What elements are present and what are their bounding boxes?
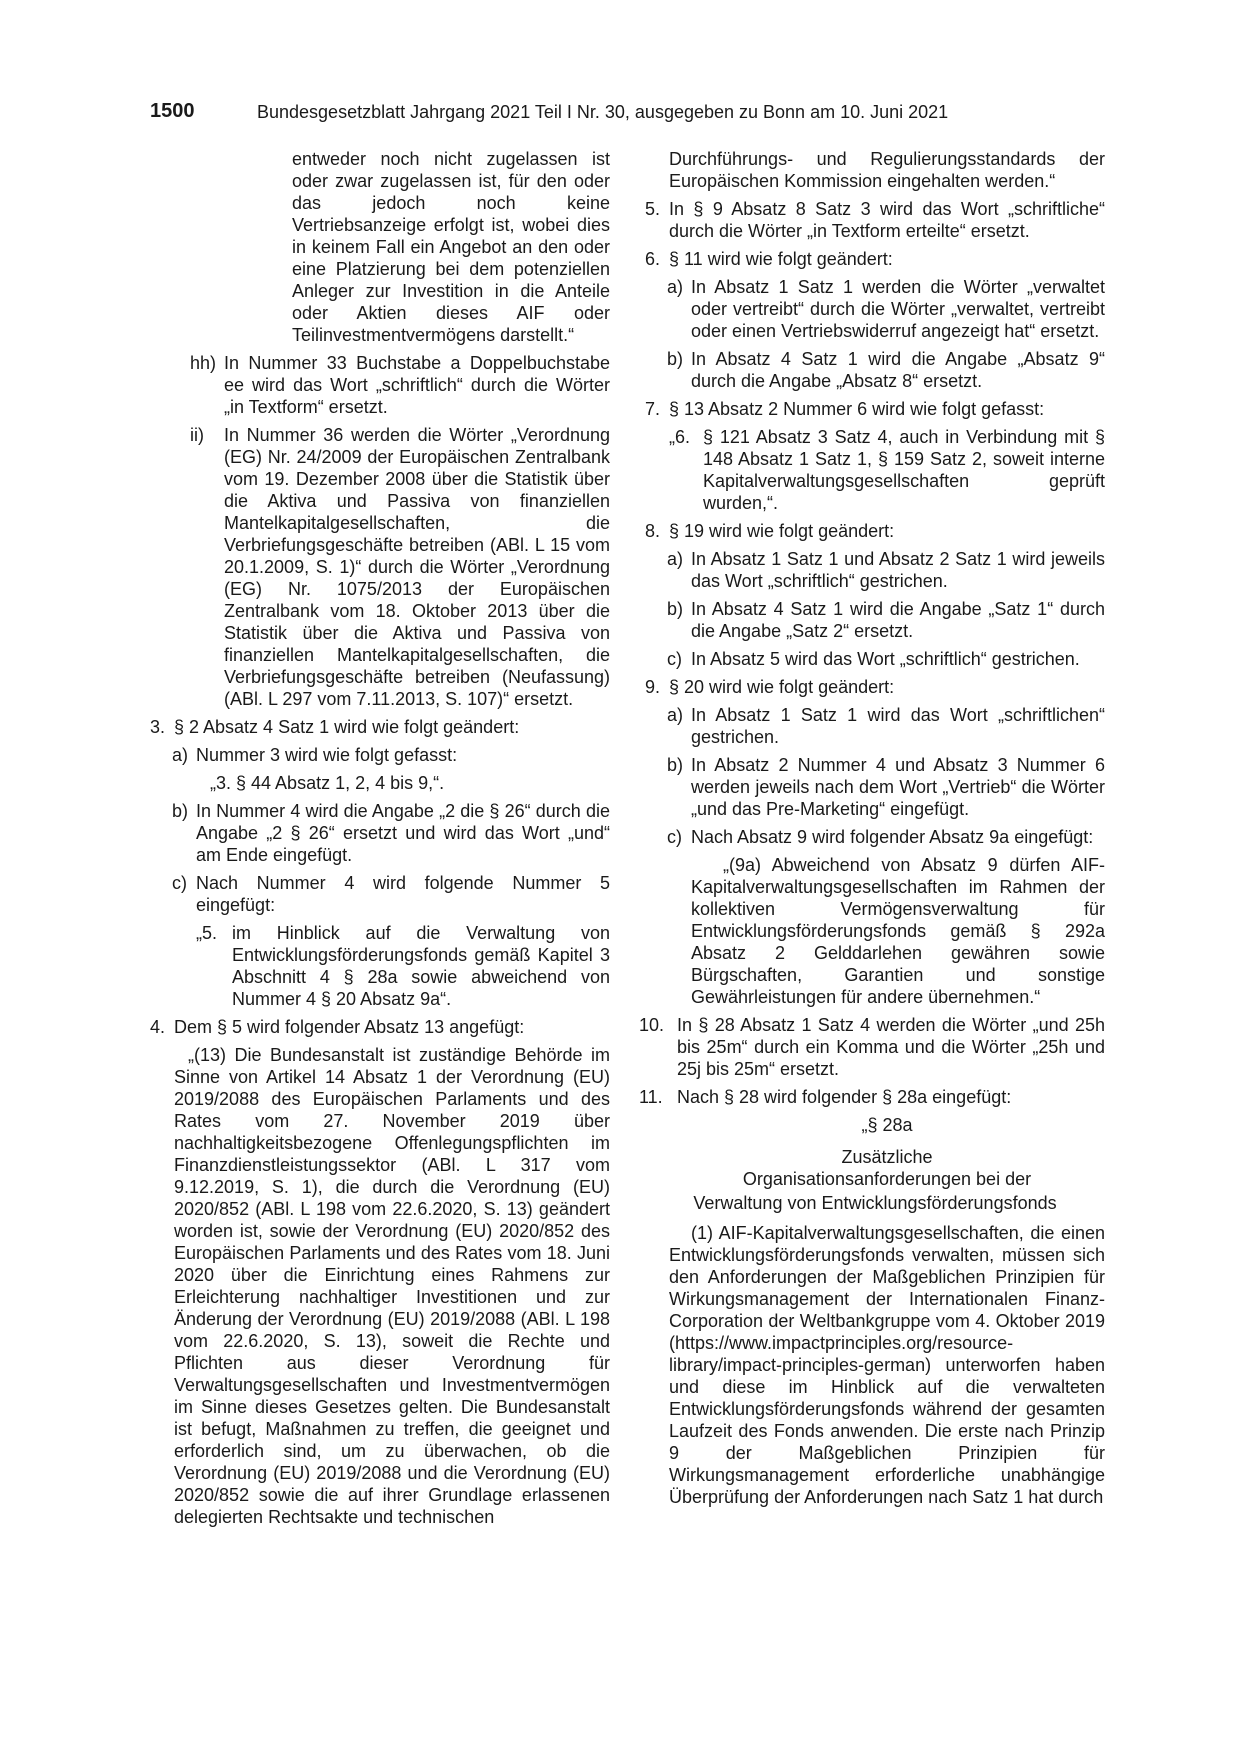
list-item-6b bbox=[667, 348, 1105, 392]
quoted-item-6 bbox=[669, 426, 1105, 514]
list-item-8a bbox=[667, 548, 1105, 592]
item-text: im Hinblick auf die Verwaltung von Entwicklungsförderungsfonds gemäß Kapitel 3 Abschnitt 4 § 28a sowie abweichend von Nummer 4 § 20 Absatz 9a“. bbox=[232, 923, 610, 1009]
continuation-text: entweder noch nicht zugelassen ist oder zwar zugelassen ist, für den oder das jedoch noch keine Vertriebsanzeige erfolgt ist, wobei dies in keinem Fall ein Angebot an den oder eine Platzierung bei dem potenziellen Anleger zur Investition in die Anteile oder Aktien dieses AIF oder Teilinvestmentvermögens darstellt.“ bbox=[292, 149, 610, 345]
item-label: hh) bbox=[190, 353, 217, 373]
item-label: 11. bbox=[639, 1087, 663, 1107]
item-text: In Absatz 1 Satz 1 und Absatz 2 Satz 1 wird jeweils das Wort „schriftlich“ gestrichen. bbox=[691, 549, 1105, 591]
item-text: In Absatz 4 Satz 1 wird die Angabe „Absatz 9“ durch die Angabe „Absatz 8“ ersetzt. bbox=[691, 349, 1105, 391]
list-item-9c bbox=[667, 826, 1105, 848]
section-title-line-3: Verwaltung von Entwicklungsförderungsfonds bbox=[693, 1193, 1057, 1213]
item-text: In Nummer 4 wird die Angabe „2 die § 26“ durch die Angabe „2 § 26“ ersetzt und wird das Wort „und“ am Ende eingefügt. bbox=[196, 801, 610, 865]
item-text: Nummer 3 wird wie folgt gefasst: bbox=[196, 745, 458, 765]
item-label: „6. bbox=[669, 427, 691, 447]
list-item-7 bbox=[645, 398, 1105, 420]
item-text: In Nummer 33 Buchstabe a Doppelbuchstabe ee wird das Wort „schriftlich“ durch die Wörter „in Textform“ ersetzt. bbox=[224, 353, 610, 417]
item-label: 10. bbox=[639, 1015, 665, 1035]
list-item-8 bbox=[645, 520, 1105, 542]
item-text: In § 28 Absatz 1 Satz 4 werden die Wörter „und 25h bis 25m“ durch ein Komma und die Wörter „25h und 25j bis 25m“ ersetzt. bbox=[677, 1015, 1105, 1079]
item-text: Nach § 28 wird folgender § 28a eingefügt: bbox=[677, 1087, 1012, 1107]
item-label: c) bbox=[667, 827, 682, 847]
list-item-hh bbox=[190, 352, 610, 418]
list-item-4 bbox=[150, 1016, 610, 1038]
item-label: 4. bbox=[150, 1017, 166, 1037]
item-label: 7. bbox=[645, 399, 661, 419]
list-item-8b bbox=[667, 598, 1105, 642]
list-item-10 bbox=[639, 1014, 1105, 1080]
list-item-9a bbox=[667, 704, 1105, 748]
section-number: „§ 28a bbox=[861, 1115, 913, 1135]
item-text: In § 9 Absatz 8 Satz 3 wird das Wort „schriftliche“ durch die Wörter „in Textform erteilte“ ersetzt. bbox=[669, 199, 1105, 241]
item-text: In Absatz 2 Nummer 4 und Absatz 3 Nummer 6 werden jeweils nach dem Wort „Vertrieb“ die Wörter „und das Pre-Marketing“ eingefügt. bbox=[691, 755, 1105, 819]
item-label: b) bbox=[667, 755, 684, 775]
item-text: Dem § 5 wird folgender Absatz 13 angefügt: bbox=[174, 1017, 525, 1037]
quoted-paragraph: „(13) Die Bundesanstalt ist zuständige Behörde im Sinne von Artikel 14 Absatz 1 der Verordnung (EU) 2019/2088 des Europäischen Parlaments und des Rates vom 27. November 2019 über nachhaltigkeitsbezogene Offenlegungspflichten im Finanzdienstleistungssektor (ABl. L 317 vom 9.12.2019, S. 1), die durch die Verordnung (EU) 2020/852 (ABl. L 198 vom 22.6.2020, S. 13) geändert worden ist, sowie der Verordnung (EU) 2020/852 des Europäischen Parlaments und des Rates vom 18. Juni 2020 über die Einrichtung eines Rahmens zur Erleichterung nachhaltiger Investitionen und zur Änderung der Verordnung (EU) 2019/2088 (ABl. L 198 vom 22.6.2020, S. 13), soweit die Rechte und Pflichten aus dieser Verordnung für Verwaltungsgesellschaften und Investmentvermögen im Sinne dieses Gesetzes gelten. Die Bundesanstalt ist befugt, Maßnahmen zu treffen, die geeignet und erforderlich sind, um zu überwachen, ob die Verordnung (EU) 2019/2088 und die Verordnung (EU) 2020/852 sowie die auf ihrer Grundlage erlassenen delegierten Rechtsakte und technischen bbox=[174, 1045, 610, 1527]
page-header bbox=[150, 100, 1100, 126]
item-text: In Nummer 36 werden die Wörter „Verordnung (EG) Nr. 24/2009 der Europäischen Zentralbank vom 19. Dezember 2008 über die Statistik über die Aktiva und Passiva von finanziellen Mantelkapitalgesellschaften, die Verbriefungsgeschäfte betreiben (ABl. L 15 vom 20.1.2009, S. 1)“ durch die Wörter „Verordnung (EG) Nr. 1075/2013 der Europäischen Zentralbank vom 18. Oktober 2013 über die Statistik über die Aktiva und Passiva von finanziellen Mantelkapitalgesellschaften, die Verbriefungsgeschäfte betreiben (Neufassung) (ABl. L 297 vom 7.11.2013, S. 107)“ ersetzt. bbox=[224, 425, 610, 709]
item-label: 8. bbox=[645, 521, 661, 541]
item-text: Nach Nummer 4 wird folgende Nummer 5 eingefügt: bbox=[196, 873, 610, 915]
item-label: a) bbox=[667, 277, 684, 297]
section-title-line-1: Zusätzliche bbox=[841, 1147, 933, 1167]
item-label: b) bbox=[172, 801, 189, 821]
item-text: § 19 wird wie folgt geändert: bbox=[669, 521, 895, 541]
item-text: In Absatz 1 Satz 1 wird das Wort „schriftlichen“ gestrichen. bbox=[691, 705, 1105, 747]
list-item-11 bbox=[639, 1086, 1105, 1108]
item-text: In Absatz 1 Satz 1 werden die Wörter „verwaltet oder vertreibt“ durch die Wörter „verwaltet, vertreibt oder einen Vertriebswiderruf angezeigt hat“ ersetzt. bbox=[691, 277, 1105, 341]
item-label: c) bbox=[667, 649, 682, 669]
list-item-6 bbox=[645, 248, 1105, 270]
list-item-ii bbox=[190, 424, 610, 710]
continuation-text: Durchführungs- und Regulierungsstandards der Europäischen Kommission eingehalten werden.“ bbox=[669, 149, 1105, 191]
item-label: c) bbox=[172, 873, 187, 893]
item-text: § 13 Absatz 2 Nummer 6 wird wie folgt gefasst: bbox=[669, 399, 1045, 419]
list-item-3a bbox=[172, 744, 610, 766]
list-item-9 bbox=[645, 676, 1105, 698]
item-text: Nach Absatz 9 wird folgender Absatz 9a eingefügt: bbox=[691, 827, 1094, 847]
item-text: § 11 wird wie folgt geändert: bbox=[669, 249, 893, 269]
item-label: b) bbox=[667, 599, 684, 619]
quoted-text: „3. § 44 Absatz 1, 2, 4 bis 9,“. bbox=[210, 773, 445, 793]
item-text: § 2 Absatz 4 Satz 1 wird wie folgt geändert: bbox=[174, 717, 520, 737]
item-text: § 121 Absatz 3 Satz 4, auch in Verbindung mit § 148 Absatz 1 Satz 1, § 159 Satz 2, soweit interne Kapitalverwaltungsgesellschaften geprüft wurden,“. bbox=[703, 427, 1105, 513]
item-label: 3. bbox=[150, 717, 166, 737]
item-label: a) bbox=[667, 705, 684, 725]
quoted-item-5 bbox=[196, 922, 610, 1010]
item-label: b) bbox=[667, 349, 684, 369]
item-text: In Absatz 5 wird das Wort „schriftlich“ gestrichen. bbox=[691, 649, 1080, 669]
list-item-3c bbox=[172, 872, 610, 916]
quoted-paragraph: „(9a) Abweichend von Absatz 9 dürfen AIF-Kapitalverwaltungsgesellschaften im Rahmen der kollektiven Vermögensverwaltung für Entwicklungsförderungsfonds gemäß § 292a Absatz 2 Gelddarlehen gewähren sowie Bürgschaften, Garantien und sonstige Gewährleistungen für andere übernehmen.“ bbox=[691, 855, 1105, 1007]
item-label: „5. bbox=[196, 923, 218, 943]
item-text: § 20 wird wie folgt geändert: bbox=[669, 677, 895, 697]
list-item-3 bbox=[150, 716, 610, 738]
item-label: 9. bbox=[645, 677, 661, 697]
item-label: 5. bbox=[645, 199, 661, 219]
page-number: 1500 bbox=[150, 100, 195, 122]
list-item-8c bbox=[667, 648, 1105, 670]
item-text: In Absatz 4 Satz 1 wird die Angabe „Satz 1“ durch die Angabe „Satz 2“ ersetzt. bbox=[691, 599, 1105, 641]
item-label: a) bbox=[667, 549, 684, 569]
list-item-6a bbox=[667, 276, 1105, 342]
item-label: ii) bbox=[190, 425, 204, 445]
list-item-3b bbox=[172, 800, 610, 866]
right-column bbox=[639, 148, 1105, 1508]
item-label: a) bbox=[172, 745, 189, 765]
running-title: Bundesgesetzblatt Jahrgang 2021 Teil I Nr. 30, ausgegeben zu Bonn am 10. Juni 2021 bbox=[257, 102, 949, 122]
left-column bbox=[150, 148, 610, 1534]
section-paragraph: (1) AIF-Kapitalverwaltungsgesellschaften, die einen Entwicklungsförderungsfonds verwalten, müssen sich den Anforderungen der Maßgeblichen Prinzipien für Wirkungsmanagement der Internationalen Finanz-Corporation der Weltbankgruppe vom 4. Oktober 2019 (https://www.impactprinciples.org/resource-library/impact-principles-german) unterworfen haben und diese im Hinblick auf die verwalteten Entwicklungsförderungsfonds während der gesamten Laufzeit des Fonds anwenden. Die erste nach Prinzip 9 der Maßgeblichen Prinzipien für Wirkungsmanagement erforderliche unabhängige Überprüfung der Anforderungen nach Satz 1 hat durch bbox=[669, 1223, 1105, 1507]
item-label: 6. bbox=[645, 249, 661, 269]
list-item-5 bbox=[645, 198, 1105, 242]
list-item-9b bbox=[667, 754, 1105, 820]
section-title-line-2: Organisationsanforderungen bei der bbox=[742, 1169, 1032, 1189]
